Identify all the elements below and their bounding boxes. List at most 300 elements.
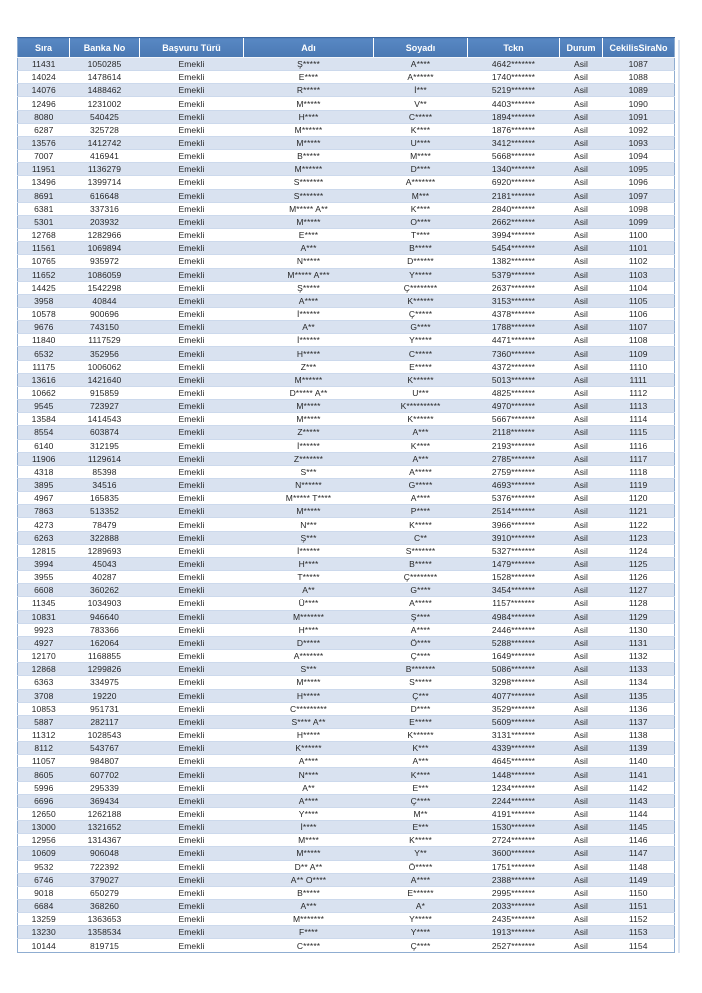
cell-sira: 12868 — [18, 663, 70, 676]
cell-banka-no: 722392 — [70, 860, 140, 873]
table-row — [18, 676, 675, 689]
cell-cekilis-sira-no: 1145 — [603, 821, 675, 834]
cell-basvuru-turu: Emekli — [140, 505, 244, 518]
cell-sira: 6696 — [18, 794, 70, 807]
table-body — [18, 58, 675, 953]
cell-basvuru-turu: Emekli — [140, 742, 244, 755]
cell-soyadi: A******* — [374, 176, 468, 189]
cell-cekilis-sira-no: 1123 — [603, 531, 675, 544]
cell-cekilis-sira-no: 1109 — [603, 347, 675, 360]
cell-sira: 13230 — [18, 926, 70, 939]
cell-adi: İ****** — [244, 334, 374, 347]
column-header-soyadi: Soyadı — [374, 38, 468, 58]
cell-cekilis-sira-no: 1150 — [603, 886, 675, 899]
cell-basvuru-turu: Emekli — [140, 321, 244, 334]
cell-soyadi: Ç**** — [374, 939, 468, 952]
cell-sira: 3994 — [18, 557, 70, 570]
cell-adi: Ş***** — [244, 281, 374, 294]
cell-banka-no: 1069894 — [70, 242, 140, 255]
cell-basvuru-turu: Emekli — [140, 176, 244, 189]
table-row — [18, 400, 675, 413]
cell-adi: A*** — [244, 900, 374, 913]
cell-basvuru-turu: Emekli — [140, 71, 244, 84]
cell-soyadi: Ö**** — [374, 636, 468, 649]
cell-sira: 11431 — [18, 58, 70, 71]
table-row — [18, 807, 675, 820]
cell-cekilis-sira-no: 1127 — [603, 584, 675, 597]
cell-cekilis-sira-no: 1095 — [603, 163, 675, 176]
cell-durum: Asil — [560, 281, 603, 294]
cell-cekilis-sira-no: 1148 — [603, 860, 675, 873]
cell-sira: 9018 — [18, 886, 70, 899]
cell-cekilis-sira-no: 1114 — [603, 413, 675, 426]
table-row — [18, 268, 675, 281]
cell-durum: Asil — [560, 321, 603, 334]
table-row — [18, 58, 675, 71]
cell-cekilis-sira-no: 1112 — [603, 386, 675, 399]
cell-banka-no: 1034903 — [70, 597, 140, 610]
cell-basvuru-turu: Emekli — [140, 136, 244, 149]
table-row — [18, 426, 675, 439]
column-header-adi: Adı — [244, 38, 374, 58]
cell-basvuru-turu: Emekli — [140, 584, 244, 597]
cell-durum: Asil — [560, 531, 603, 544]
cell-sira: 12496 — [18, 97, 70, 110]
cell-soyadi: K****** — [374, 373, 468, 386]
cell-basvuru-turu: Emekli — [140, 518, 244, 531]
cell-adi: M***** A** — [244, 202, 374, 215]
table-row — [18, 794, 675, 807]
cell-cekilis-sira-no: 1146 — [603, 834, 675, 847]
cell-cekilis-sira-no: 1091 — [603, 110, 675, 123]
cell-adi: B***** — [244, 886, 374, 899]
cell-tckn: 4372******* — [468, 360, 560, 373]
cell-sira: 5996 — [18, 781, 70, 794]
cell-soyadi: Ç******** — [374, 571, 468, 584]
cell-banka-no: 1488462 — [70, 84, 140, 97]
cell-soyadi: D**** — [374, 163, 468, 176]
cell-basvuru-turu: Emekli — [140, 807, 244, 820]
cell-durum: Asil — [560, 136, 603, 149]
table-row — [18, 189, 675, 202]
table-row — [18, 715, 675, 728]
cell-banka-no: 78479 — [70, 518, 140, 531]
cell-durum: Asil — [560, 636, 603, 649]
cell-durum: Asil — [560, 189, 603, 202]
cell-cekilis-sira-no: 1094 — [603, 150, 675, 163]
cell-cekilis-sira-no: 1131 — [603, 636, 675, 649]
cell-durum: Asil — [560, 492, 603, 505]
cell-basvuru-turu: Emekli — [140, 650, 244, 663]
cell-basvuru-turu: Emekli — [140, 834, 244, 847]
cell-banka-no: 368260 — [70, 900, 140, 913]
cell-adi: M***** — [244, 97, 374, 110]
cell-sira: 6684 — [18, 900, 70, 913]
cell-tckn: 1530******* — [468, 821, 560, 834]
cell-soyadi: K**** — [374, 439, 468, 452]
cell-cekilis-sira-no: 1102 — [603, 255, 675, 268]
cell-cekilis-sira-no: 1108 — [603, 334, 675, 347]
table-row — [18, 360, 675, 373]
cell-tckn: 5667******* — [468, 413, 560, 426]
cell-basvuru-turu: Emekli — [140, 242, 244, 255]
cell-banka-no: 282117 — [70, 715, 140, 728]
cell-sira: 6608 — [18, 584, 70, 597]
cell-soyadi: D**** — [374, 702, 468, 715]
cell-soyadi: V** — [374, 97, 468, 110]
cell-tckn: 2181******* — [468, 189, 560, 202]
cell-tckn: 5376******* — [468, 492, 560, 505]
cell-banka-no: 723927 — [70, 400, 140, 413]
cell-soyadi: Ç******** — [374, 281, 468, 294]
cell-basvuru-turu: Emekli — [140, 860, 244, 873]
cell-adi: M***** — [244, 676, 374, 689]
cell-sira: 4967 — [18, 492, 70, 505]
cell-basvuru-turu: Emekli — [140, 189, 244, 202]
cell-basvuru-turu: Emekli — [140, 268, 244, 281]
cell-durum: Asil — [560, 702, 603, 715]
cell-durum: Asil — [560, 755, 603, 768]
table-row — [18, 294, 675, 307]
cell-tckn: 4471******* — [468, 334, 560, 347]
cell-adi: T***** — [244, 571, 374, 584]
cell-soyadi: K***** — [374, 518, 468, 531]
cell-durum: Asil — [560, 663, 603, 676]
cell-banka-no: 369434 — [70, 794, 140, 807]
cell-durum: Asil — [560, 571, 603, 584]
cell-basvuru-turu: Emekli — [140, 676, 244, 689]
cell-soyadi: G**** — [374, 584, 468, 597]
cell-durum: Asil — [560, 294, 603, 307]
cell-adi: H***** — [244, 689, 374, 702]
cell-soyadi: S***** — [374, 676, 468, 689]
cell-sira: 13576 — [18, 136, 70, 149]
cell-banka-no: 1282966 — [70, 229, 140, 242]
cell-tckn: 1913******* — [468, 926, 560, 939]
cell-cekilis-sira-no: 1116 — [603, 439, 675, 452]
cell-basvuru-turu: Emekli — [140, 926, 244, 939]
cell-cekilis-sira-no: 1101 — [603, 242, 675, 255]
cell-sira: 11312 — [18, 728, 70, 741]
table-row — [18, 215, 675, 228]
cell-soyadi: T**** — [374, 229, 468, 242]
table-row — [18, 873, 675, 886]
column-header-basvuru-turu: Başvuru Türü — [140, 38, 244, 58]
table-row — [18, 728, 675, 741]
cell-durum: Asil — [560, 400, 603, 413]
cell-basvuru-turu: Emekli — [140, 544, 244, 557]
table-row — [18, 281, 675, 294]
cell-adi: M******* — [244, 610, 374, 623]
cell-sira: 11840 — [18, 334, 70, 347]
cell-sira: 12768 — [18, 229, 70, 242]
cell-soyadi: E*** — [374, 821, 468, 834]
cell-cekilis-sira-no: 1124 — [603, 544, 675, 557]
cell-cekilis-sira-no: 1153 — [603, 926, 675, 939]
cell-adi: M***** T**** — [244, 492, 374, 505]
cell-tckn: 5086******* — [468, 663, 560, 676]
cell-durum: Asil — [560, 794, 603, 807]
cell-tckn: 3153******* — [468, 294, 560, 307]
cell-tckn: 7360******* — [468, 347, 560, 360]
cell-tckn: 4970******* — [468, 400, 560, 413]
cell-durum: Asil — [560, 597, 603, 610]
table-row — [18, 663, 675, 676]
cell-soyadi: Y***** — [374, 334, 468, 347]
cell-cekilis-sira-no: 1097 — [603, 189, 675, 202]
cell-basvuru-turu: Emekli — [140, 768, 244, 781]
cell-basvuru-turu: Emekli — [140, 913, 244, 926]
cell-cekilis-sira-no: 1088 — [603, 71, 675, 84]
cell-adi: C********* — [244, 702, 374, 715]
cell-adi: H***** — [244, 347, 374, 360]
cell-durum: Asil — [560, 202, 603, 215]
cell-durum: Asil — [560, 360, 603, 373]
cell-adi: A**** — [244, 294, 374, 307]
cell-banka-no: 85398 — [70, 465, 140, 478]
table-row — [18, 821, 675, 834]
table-row — [18, 413, 675, 426]
cell-soyadi: C***** — [374, 347, 468, 360]
header-row — [18, 38, 675, 58]
cell-banka-no: 325728 — [70, 123, 140, 136]
cell-adi: A** — [244, 321, 374, 334]
cell-banka-no: 45043 — [70, 557, 140, 570]
cell-adi: A** — [244, 584, 374, 597]
cell-basvuru-turu: Emekli — [140, 821, 244, 834]
cell-banka-no: 337316 — [70, 202, 140, 215]
cell-sira: 8605 — [18, 768, 70, 781]
cell-adi: M******* — [244, 913, 374, 926]
cell-adi: M***** — [244, 413, 374, 426]
cell-sira: 11057 — [18, 755, 70, 768]
cell-banka-no: 1363653 — [70, 913, 140, 926]
cell-banka-no: 1299826 — [70, 663, 140, 676]
cell-adi: M**** — [244, 834, 374, 847]
cell-sira: 11175 — [18, 360, 70, 373]
cell-soyadi: A**** — [374, 58, 468, 71]
cell-tckn: 3298******* — [468, 676, 560, 689]
cell-soyadi: Y** — [374, 847, 468, 860]
cell-banka-no: 951731 — [70, 702, 140, 715]
cell-sira: 14024 — [18, 71, 70, 84]
cell-banka-no: 416941 — [70, 150, 140, 163]
cell-sira: 13496 — [18, 176, 70, 189]
cell-sira: 10609 — [18, 847, 70, 860]
cell-basvuru-turu: Emekli — [140, 452, 244, 465]
cell-soyadi: Ç*** — [374, 689, 468, 702]
cell-tckn: 4403******* — [468, 97, 560, 110]
cell-durum: Asil — [560, 229, 603, 242]
cell-cekilis-sira-no: 1152 — [603, 913, 675, 926]
cell-soyadi: K**** — [374, 202, 468, 215]
cell-basvuru-turu: Emekli — [140, 900, 244, 913]
cell-soyadi: A****** — [374, 71, 468, 84]
cell-sira: 6140 — [18, 439, 70, 452]
cell-adi: M***** A*** — [244, 268, 374, 281]
cell-tckn: 1788******* — [468, 321, 560, 334]
cell-soyadi: E***** — [374, 715, 468, 728]
cell-sira: 13259 — [18, 913, 70, 926]
cell-cekilis-sira-no: 1154 — [603, 939, 675, 952]
cell-sira: 9532 — [18, 860, 70, 873]
cell-sira: 12956 — [18, 834, 70, 847]
cell-sira: 3708 — [18, 689, 70, 702]
cell-tckn: 1157******* — [468, 597, 560, 610]
cell-soyadi: M**** — [374, 150, 468, 163]
cell-basvuru-turu: Emekli — [140, 360, 244, 373]
cell-basvuru-turu: Emekli — [140, 294, 244, 307]
cell-sira: 9545 — [18, 400, 70, 413]
cell-banka-no: 1542298 — [70, 281, 140, 294]
cell-durum: Asil — [560, 97, 603, 110]
cell-durum: Asil — [560, 215, 603, 228]
cell-cekilis-sira-no: 1100 — [603, 229, 675, 242]
cell-adi: S******* — [244, 189, 374, 202]
cell-sira: 10144 — [18, 939, 70, 952]
cell-sira: 14076 — [18, 84, 70, 97]
cell-adi: Ü**** — [244, 597, 374, 610]
cell-durum: Asil — [560, 860, 603, 873]
cell-basvuru-turu: Emekli — [140, 413, 244, 426]
cell-banka-no: 540425 — [70, 110, 140, 123]
cell-banka-no: 1028543 — [70, 728, 140, 741]
cell-tckn: 1382******* — [468, 255, 560, 268]
cell-cekilis-sira-no: 1132 — [603, 650, 675, 663]
cell-durum: Asil — [560, 58, 603, 71]
cell-basvuru-turu: Emekli — [140, 150, 244, 163]
table-row — [18, 479, 675, 492]
table-row — [18, 926, 675, 939]
cell-adi: D** A** — [244, 860, 374, 873]
cell-soyadi: K****** — [374, 294, 468, 307]
cell-cekilis-sira-no: 1106 — [603, 307, 675, 320]
cell-durum: Asil — [560, 176, 603, 189]
cell-durum: Asil — [560, 742, 603, 755]
cell-cekilis-sira-no: 1090 — [603, 97, 675, 110]
cell-tckn: 2995******* — [468, 886, 560, 899]
cell-adi: M***** — [244, 136, 374, 149]
cell-soyadi: G**** — [374, 321, 468, 334]
cell-tckn: 1528******* — [468, 571, 560, 584]
table-row — [18, 202, 675, 215]
cell-basvuru-turu: Emekli — [140, 347, 244, 360]
cell-durum: Asil — [560, 544, 603, 557]
cell-banka-no: 1086059 — [70, 268, 140, 281]
cell-sira: 10853 — [18, 702, 70, 715]
cell-banka-no: 40844 — [70, 294, 140, 307]
table-row — [18, 255, 675, 268]
cell-tckn: 5609******* — [468, 715, 560, 728]
cell-banka-no: 1289693 — [70, 544, 140, 557]
cell-basvuru-turu: Emekli — [140, 123, 244, 136]
cell-sira: 6263 — [18, 531, 70, 544]
cell-durum: Asil — [560, 150, 603, 163]
cell-durum: Asil — [560, 163, 603, 176]
table-row — [18, 110, 675, 123]
cell-banka-no: 312195 — [70, 439, 140, 452]
cell-soyadi: A*** — [374, 452, 468, 465]
cell-sira: 4318 — [18, 465, 70, 478]
cell-adi: Z******* — [244, 452, 374, 465]
cell-adi: N***** — [244, 255, 374, 268]
cell-sira: 4273 — [18, 518, 70, 531]
cell-sira: 10578 — [18, 307, 70, 320]
cell-cekilis-sira-no: 1087 — [603, 58, 675, 71]
cell-sira: 5301 — [18, 215, 70, 228]
cell-soyadi: E***** — [374, 360, 468, 373]
cell-cekilis-sira-no: 1142 — [603, 781, 675, 794]
cell-adi: E**** — [244, 71, 374, 84]
cell-adi: H***** — [244, 728, 374, 741]
cell-basvuru-turu: Emekli — [140, 439, 244, 452]
cell-sira: 12815 — [18, 544, 70, 557]
cell-soyadi: A*** — [374, 426, 468, 439]
cell-basvuru-turu: Emekli — [140, 702, 244, 715]
cell-banka-no: 1412742 — [70, 136, 140, 149]
cell-sira: 11561 — [18, 242, 70, 255]
cell-tckn: 4339******* — [468, 742, 560, 755]
cell-basvuru-turu: Emekli — [140, 847, 244, 860]
cell-durum: Asil — [560, 728, 603, 741]
cell-basvuru-turu: Emekli — [140, 334, 244, 347]
cell-sira: 5887 — [18, 715, 70, 728]
cell-tckn: 2193******* — [468, 439, 560, 452]
table-row — [18, 939, 675, 952]
cell-soyadi: A**** — [374, 873, 468, 886]
cell-adi: İ****** — [244, 439, 374, 452]
cell-tckn: 5219******* — [468, 84, 560, 97]
cell-soyadi: D****** — [374, 255, 468, 268]
cell-banka-no: 1129614 — [70, 452, 140, 465]
cell-durum: Asil — [560, 807, 603, 820]
cell-soyadi: G***** — [374, 479, 468, 492]
cell-cekilis-sira-no: 1135 — [603, 689, 675, 702]
cell-adi: M***** — [244, 215, 374, 228]
cell-adi: K****** — [244, 742, 374, 755]
cell-adi: F**** — [244, 926, 374, 939]
cell-durum: Asil — [560, 886, 603, 899]
cell-soyadi: P**** — [374, 505, 468, 518]
table-row — [18, 900, 675, 913]
cell-tckn: 1649******* — [468, 650, 560, 663]
cell-cekilis-sira-no: 1139 — [603, 742, 675, 755]
cell-basvuru-turu: Emekli — [140, 373, 244, 386]
cell-banka-no: 616648 — [70, 189, 140, 202]
table-row — [18, 150, 675, 163]
cell-sira: 14425 — [18, 281, 70, 294]
table-row — [18, 347, 675, 360]
cell-tckn: 2785******* — [468, 452, 560, 465]
cell-soyadi: M** — [374, 807, 468, 820]
cell-cekilis-sira-no: 1134 — [603, 676, 675, 689]
cell-durum: Asil — [560, 307, 603, 320]
cell-tckn: 2388******* — [468, 873, 560, 886]
cell-banka-no: 165835 — [70, 492, 140, 505]
cell-tckn: 5288******* — [468, 636, 560, 649]
table-row — [18, 334, 675, 347]
cell-soyadi: K****** — [374, 728, 468, 741]
cell-tckn: 3994******* — [468, 229, 560, 242]
cell-adi: H**** — [244, 557, 374, 570]
cell-cekilis-sira-no: 1096 — [603, 176, 675, 189]
cell-soyadi: A**** — [374, 492, 468, 505]
cell-banka-no: 1136279 — [70, 163, 140, 176]
cell-banka-no: 543767 — [70, 742, 140, 755]
cell-basvuru-turu: Emekli — [140, 255, 244, 268]
cell-banka-no: 984807 — [70, 755, 140, 768]
cell-basvuru-turu: Emekli — [140, 229, 244, 242]
